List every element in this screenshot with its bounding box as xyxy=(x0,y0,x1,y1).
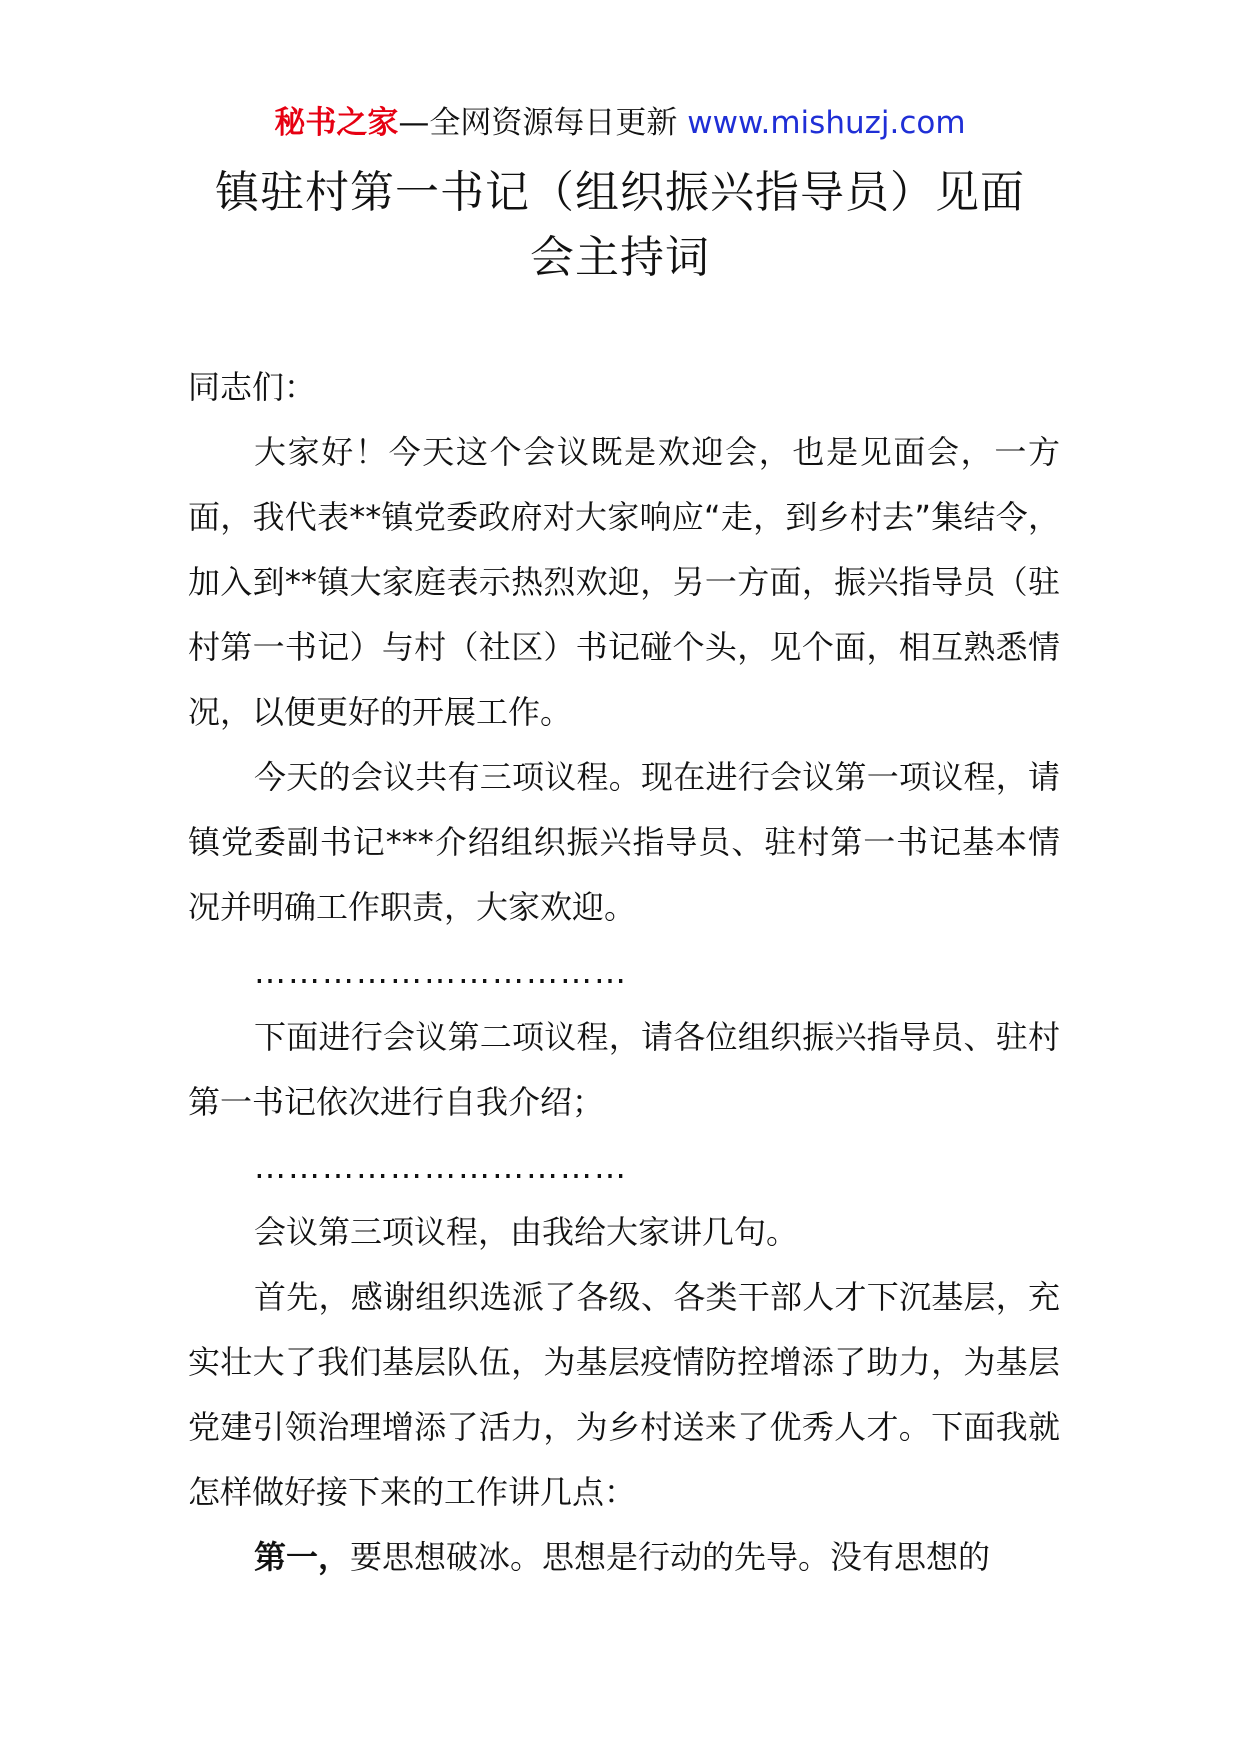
paragraph-agenda-two: 下面进行会议第二项议程，请各位组织振兴指导员、驻村第一书记依次进行自我介绍； xyxy=(188,1018,1060,1121)
point-one-text: 要思想破冰。思想是行动的先导。没有思想的 xyxy=(350,1538,991,1576)
paragraph-agenda-three: 会议第三项议程，由我给大家讲几句。 xyxy=(254,1213,799,1251)
site-tagline: —全网资源每日更新 xyxy=(398,105,688,141)
title-line-1: 镇驻村第一书记（组织振兴指导员）见面 xyxy=(215,167,1025,218)
paragraph-agenda-one: 今天的会议共有三项议程。现在进行会议第一项议程，请镇党委副书记***介绍组织振兴指导员、驻村第一书记基本情况并明确工作职责，大家欢迎。 xyxy=(188,758,1060,926)
document-body xyxy=(188,355,1060,1590)
paragraph-thanks: 首先，感谢组织选派了各级、各类干部人才下沉基层，充实壮大了我们基层队伍，为基层疫情防控增添了助力，为基层党建引领治理增添了活力，为乡村送来了优秀人才。下面我就怎样做好接下来的工作讲几点： xyxy=(188,1278,1060,1511)
title-line-2: 会主持词 xyxy=(530,232,710,283)
paragraph-point-one xyxy=(188,1525,1060,1590)
document-title xyxy=(140,160,1100,290)
paragraph-welcome: 大家好！今天这个会议既是欢迎会，也是见面会，一方面，我代表**镇党委政府对大家响应“走，到乡村去”集结令，加入到**镇大家庭表示热烈欢迎，另一方面，振兴指导员（驻村第一书记）与村（社区）书记碰个头，见个面，相互熟悉情况，以便更好的开展工作。 xyxy=(188,433,1060,731)
point-one-lead: 第一， xyxy=(254,1538,351,1576)
ellipsis-line-1: …………………………… xyxy=(254,953,628,991)
greeting: 同志们： xyxy=(188,368,317,406)
site-header xyxy=(0,100,1240,146)
ellipsis-line-2: …………………………… xyxy=(254,1148,628,1186)
site-url-link[interactable]: www.mishuzj.com xyxy=(687,105,966,141)
site-brand: 秘书之家 xyxy=(274,105,399,141)
